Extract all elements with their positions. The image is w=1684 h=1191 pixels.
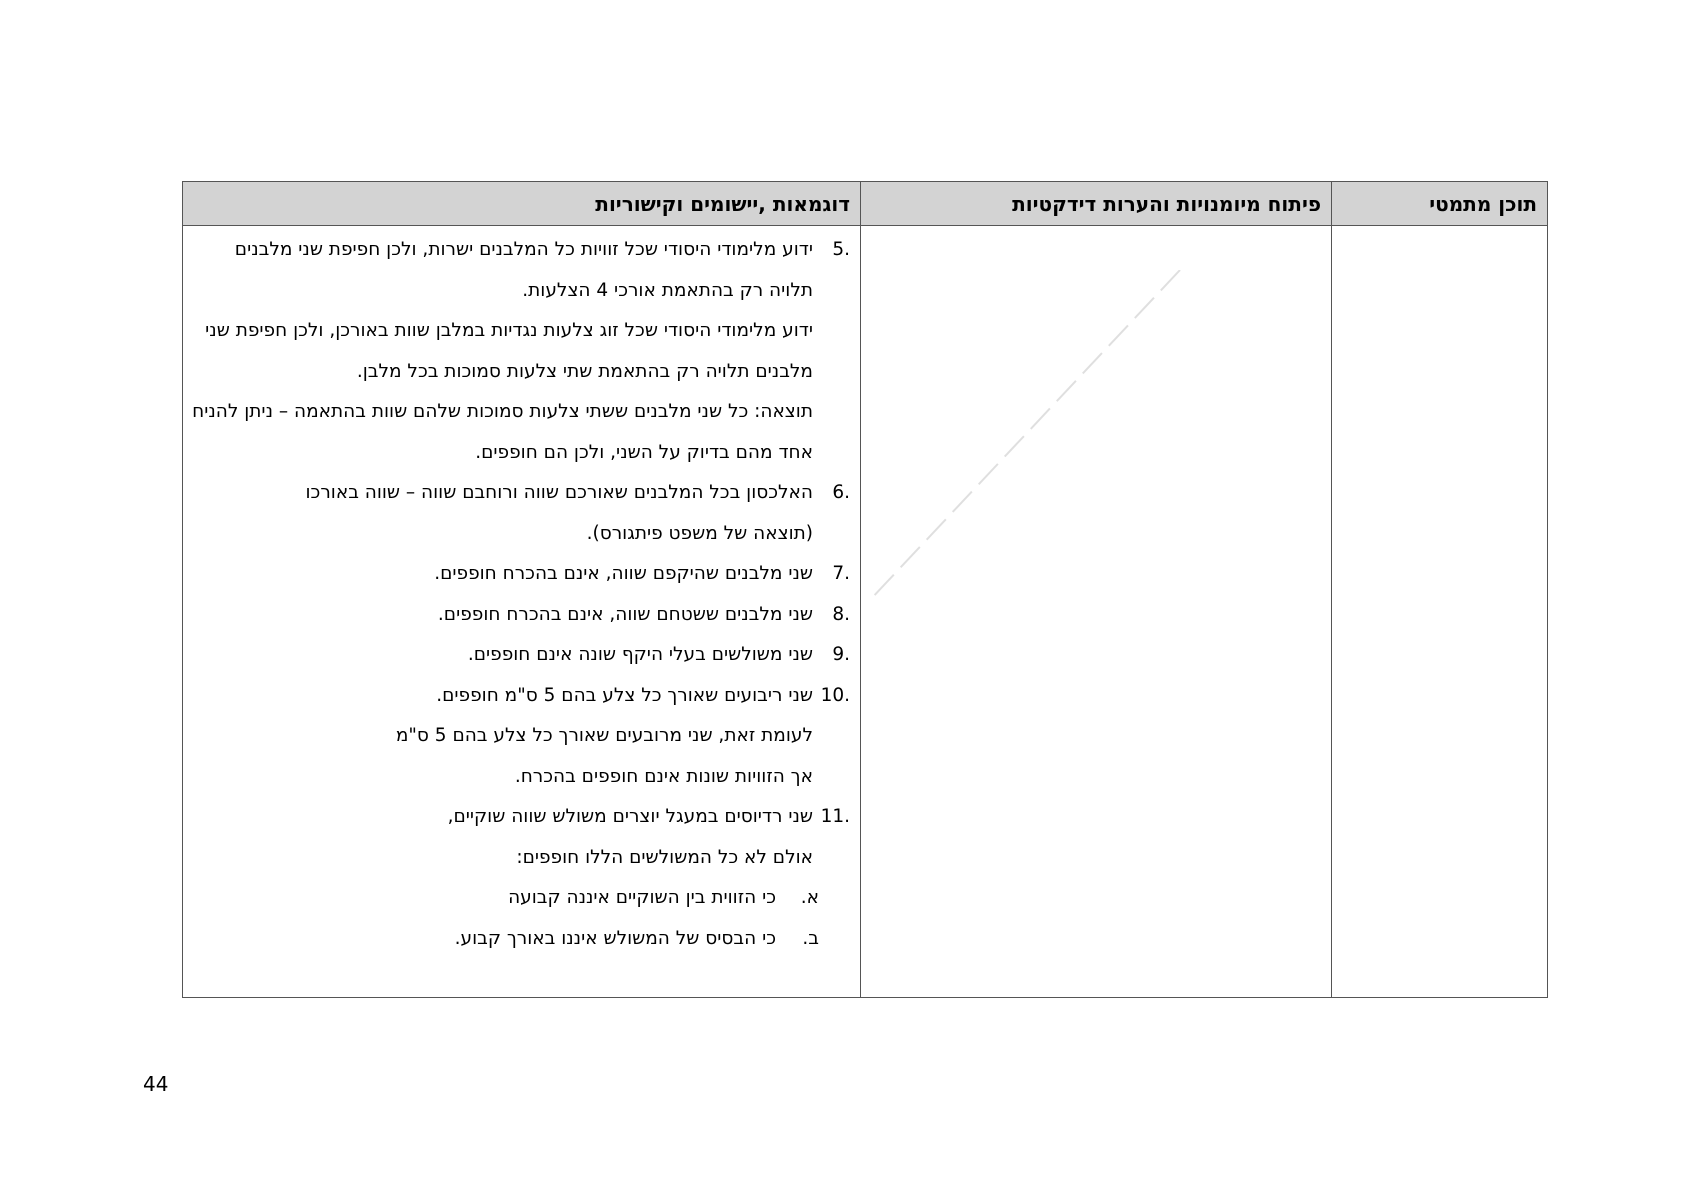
sub-item-number: ב. (802, 927, 819, 949)
sub-item-text: כי הזווית בין השוקיים איננה קבועה (508, 887, 776, 908)
table-row (183, 226, 1548, 998)
sub-item-a (193, 878, 850, 919)
list-number: 6. (832, 482, 850, 503)
list-line: שני רדיוסים במעגל יוצרים משולש שווה שוקיים, (447, 806, 813, 827)
list-item-11 (193, 797, 850, 878)
cell-skills-notes (861, 226, 1332, 998)
list-line: ידוע מלימודי היסודי שכל זוג צלעות נגדיות במלבן שוות באורכן, ולכן חפיפת שני (205, 320, 813, 341)
cell-examples (183, 226, 861, 998)
sub-item-b (193, 919, 850, 960)
header-examples: דוגמאות ,יישומים וקישוריות (183, 182, 861, 226)
list-number: 5. (832, 239, 850, 260)
list-line: לעומת זאת, שני מרובעים שאורך כל צלע בהם 5 ס"מ (395, 725, 813, 746)
list-item-9 (193, 635, 850, 676)
list-line: אך הזוויות שונות אינם חופפים בהכרח. (514, 765, 813, 787)
list-line: אחד מהם בדיוק על השני, ולכן הם חופפים. (475, 441, 813, 463)
list-number: 8. (832, 603, 850, 625)
curriculum-table (182, 181, 1548, 998)
table-header-row (183, 182, 1548, 226)
list-line: אולם לא כל המשולשים הללו חופפים: (516, 846, 813, 868)
list-item-6 (193, 473, 850, 554)
list-line: שני מלבנים ששטחם שווה, אינם בהכרח חופפים. (437, 603, 813, 625)
list-number: 9. (832, 644, 850, 665)
sub-item-number: א. (800, 887, 819, 908)
page-number: 44 (143, 1072, 169, 1096)
list-line: תוצאה: כל שני מלבנים ששתי צלעות סמוכות שלהם שוות בהתאמה – ניתן להניח (192, 401, 813, 422)
list-item-7 (193, 554, 850, 595)
list-number: 10. (820, 684, 850, 706)
list-line: שני מלבנים שהיקפם שווה, אינם בהכרח חופפים. (434, 563, 813, 584)
header-skills-notes: פיתוח מיומנויות והערות דידקטיות (861, 182, 1332, 226)
list-number: 7. (832, 563, 850, 584)
list-line: האלכסון בכל המלבנים שאורכם שווה ורוחבם שווה – שווה באורכו (305, 482, 813, 503)
list-line: (תוצאה של משפט פיתגורס). (586, 522, 813, 544)
list-line: מלבנים תלויה רק בהתאמת שתי צלעות סמוכות בכל מלבן. (356, 360, 813, 382)
list-number: 11. (820, 806, 850, 827)
list-line: שני משולשים בעלי היקף שונה אינם חופפים. (467, 644, 813, 665)
list-item-10 (193, 676, 850, 798)
list-line: ידוע מלימודי היסודי שכל זוויות כל המלבנים ישרות, ולכן חפיפת שני מלבנים (234, 239, 813, 260)
list-item-5 (193, 230, 850, 473)
list-line: תלויה רק בהתאמת אורכי 4 הצלעות. (522, 279, 813, 301)
header-math-content: תוכן מתמטי (1332, 182, 1548, 226)
sub-item-text: כי הבסיס של המשולש איננו באורך קבוע. (454, 927, 776, 949)
list-item-8 (193, 595, 850, 636)
cell-math-content (1332, 226, 1548, 998)
list-line: שני ריבועים שאורך כל צלע בהם 5 ס"מ חופפים. (436, 684, 813, 706)
